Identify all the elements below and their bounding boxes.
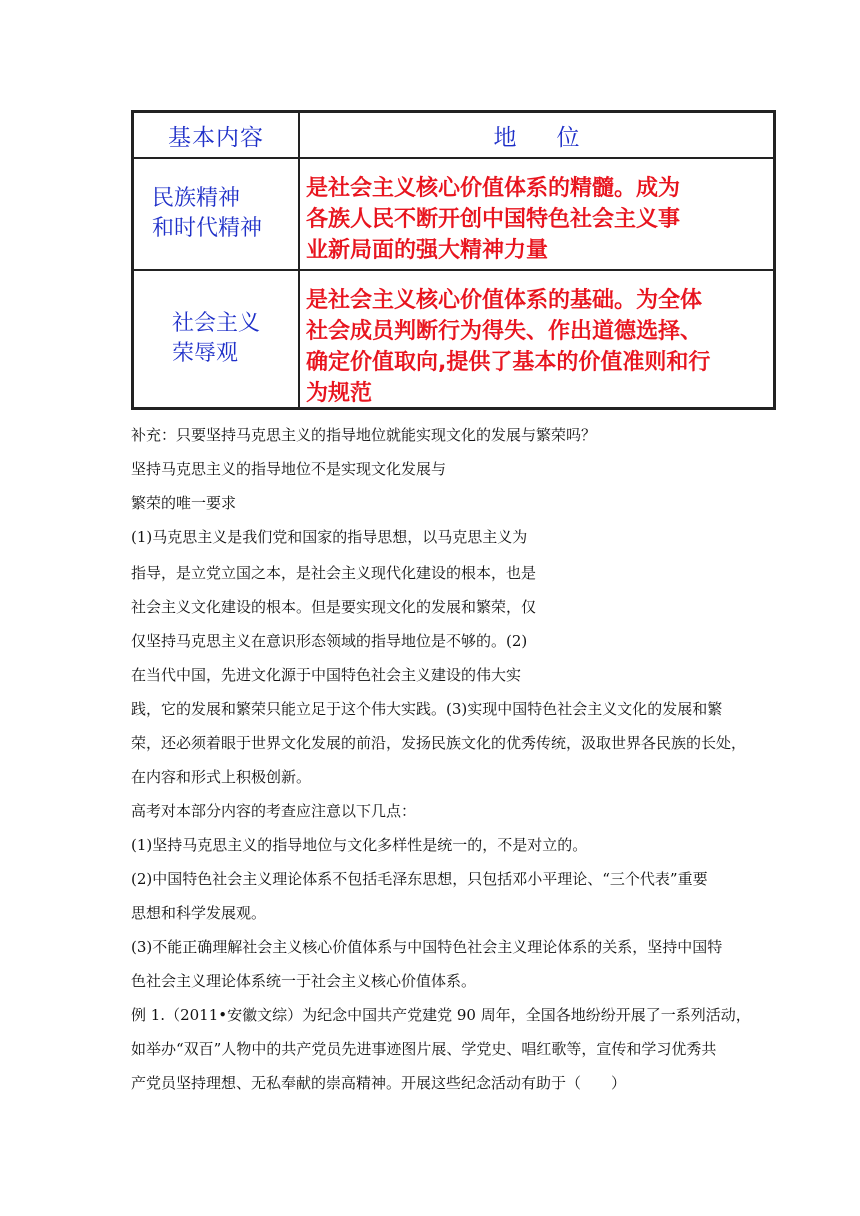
text-line: 在内容和形式上积极创新。 [131, 768, 312, 786]
text-line: (2)中国特色社会主义理论体系不包括毛泽东思想，只包括邓小平理论、“三个代表”重要 [131, 870, 708, 888]
table-row-2-value-line: 为规范 [306, 381, 373, 406]
table-row-2-value-line: 社会成员判断行为得失、作出道德选择、 [306, 319, 703, 344]
text-line: 色社会主义理论体系统一于社会主义核心价值体系。 [131, 972, 477, 990]
table-row-1-label-line: 和时代精神 [152, 216, 263, 241]
text-line: 坚持马克思主义的指导地位不是实现文化发展与 [131, 460, 447, 478]
text-line: 践，它的发展和繁荣只能立足于这个伟大实践。(3)实现中国特色社会主义文化的发展和繁 [131, 700, 723, 718]
text-line: 补充：只要坚持马克思主义的指导地位就能实现文化的发展与繁荣吗？ [131, 426, 597, 444]
text-line: (1)坚持马克思主义的指导地位与文化多样性是统一的，不是对立的。 [131, 836, 588, 854]
table-row-2-value [306, 273, 774, 407]
text-line: 思想和科学发展观。 [131, 904, 267, 922]
table-header-basic-content: 基本内容 [168, 124, 264, 151]
table-row-1-value-line: 各族人民不断开创中国特色社会主义事 [306, 207, 681, 232]
text-line: 产党员坚持理想、无私奉献的崇高精神。开展这些纪念活动有助于（ ） [131, 1074, 627, 1092]
text-line: 社会主义文化建设的根本。但是要实现文化的发展和繁荣，仅 [131, 598, 537, 616]
text-line: 仅坚持马克思主义在意识形态领域的指导地位是不够的。(2) [131, 632, 528, 650]
table-row-2-label [134, 271, 298, 407]
table-header-status: 地位 [493, 124, 620, 151]
text-line: (1)马克思主义是我们党和国家的指导思想，以马克思主义为 [131, 528, 528, 546]
table-row-2-value-line: 确定价值取向,提供了基本的价值准则和行 [306, 350, 711, 375]
table-row-1-value-line: 业新局面的强大精神力量 [306, 238, 549, 263]
text-line: 高考对本部分内容的考查应注意以下几点： [131, 802, 417, 820]
text-line: 在当代中国，先进文化源于中国特色社会主义建设的伟大实 [131, 666, 522, 684]
text-line: (3)不能正确理解社会主义核心价值体系与中国特色社会主义理论体系的关系，坚持中国特 [131, 938, 723, 956]
table-row-1-label [134, 159, 298, 269]
content-status-table [131, 110, 776, 410]
text-line: 繁荣的唯一要求 [131, 494, 237, 512]
table-row-1-value [306, 159, 774, 269]
table-row-1-value-line: 是社会主义核心价值体系的精髓。成为 [306, 176, 681, 201]
table-row-1-label-line: 民族精神 [152, 186, 241, 211]
text-line: 荣，还必须着眼于世界文化发展的前沿，发扬民族文化的优秀传统，汲取世界各民族的长处， [131, 734, 747, 752]
table-row-2-value-line: 是社会主义核心价值体系的基础。为全体 [306, 288, 703, 313]
text-line: 例 1.（2011•安徽文综）为纪念中国共产党建党 90 周年，全国各地纷纷开展了一系列活动， [131, 1006, 751, 1024]
text-line: 指导，是立党立国之本，是社会主义现代化建设的根本，也是 [131, 564, 537, 582]
table-row-2-label-line: 荣辱观 [172, 341, 239, 366]
table-row-2-label-line: 社会主义 [172, 311, 261, 336]
text-line: 如举办“双百”人物中的共产党员先进事迹图片展、学党史、唱红歌等，宣传和学习优秀共 [131, 1040, 717, 1058]
